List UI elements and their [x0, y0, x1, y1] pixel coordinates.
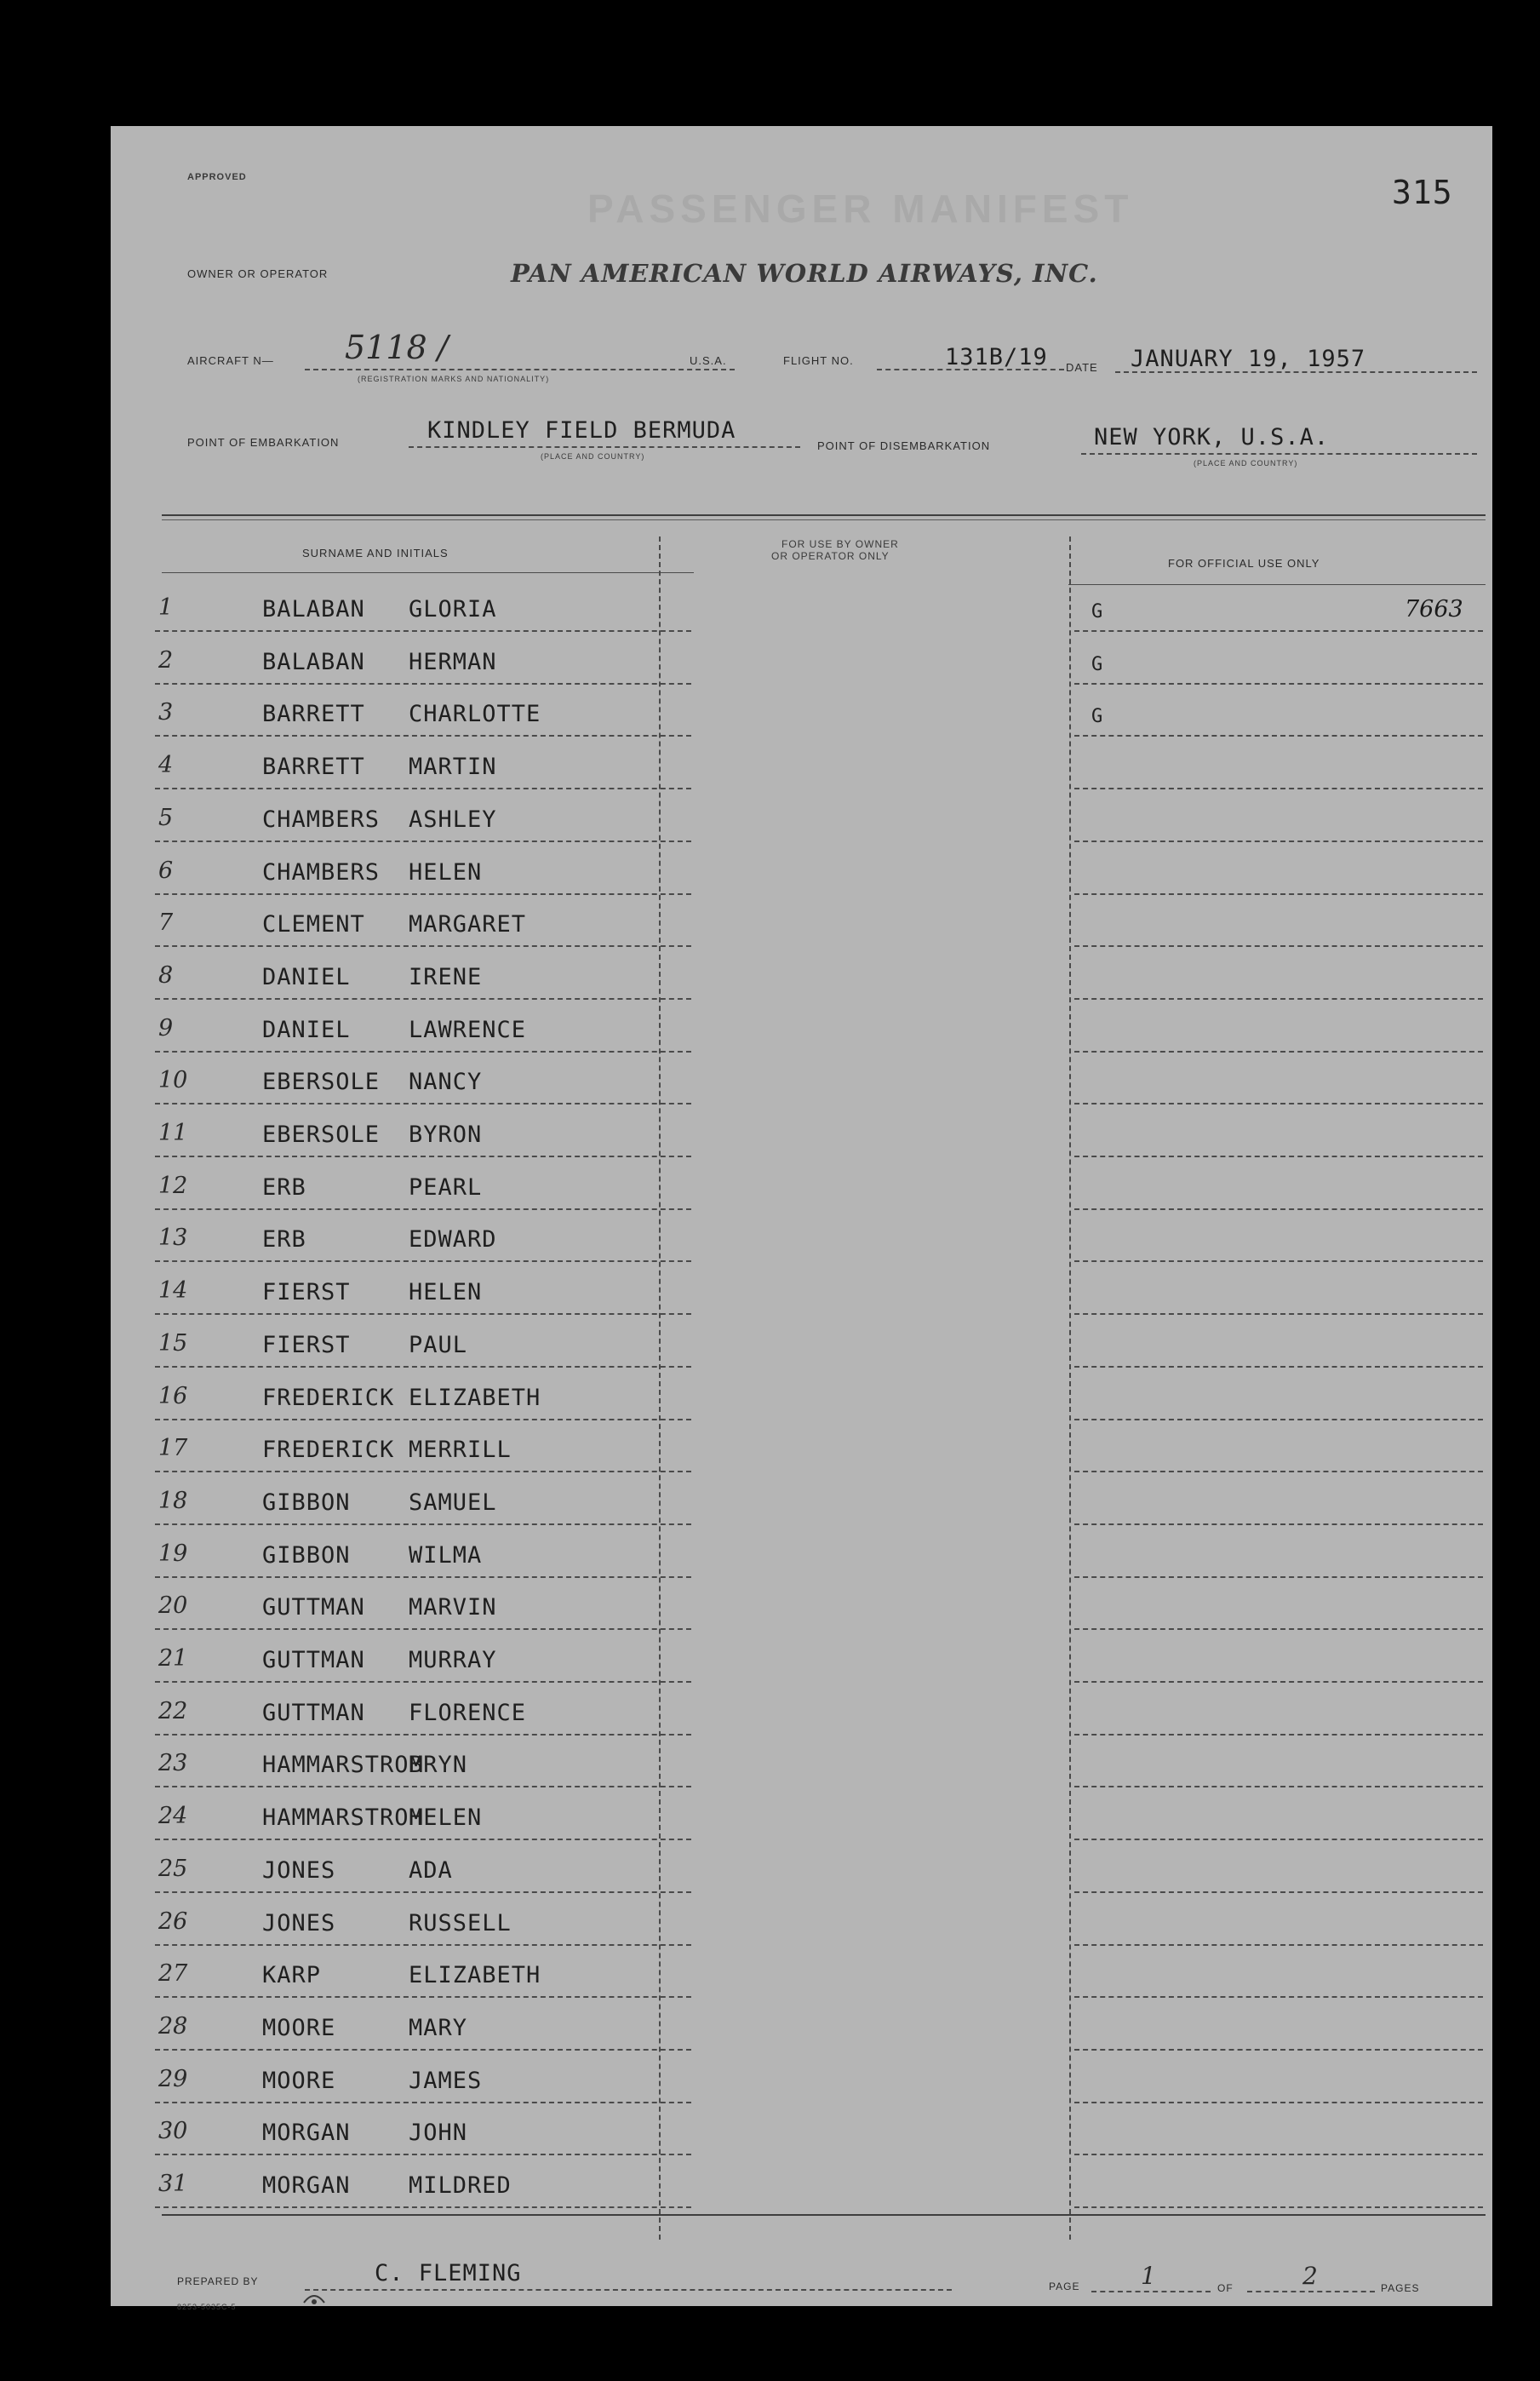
- passenger-given-name: GLORIA: [409, 596, 497, 623]
- table-row: [111, 2059, 1492, 2112]
- table-row: [111, 1428, 1492, 1481]
- table-row: [111, 2006, 1492, 2059]
- form-title: PASSENGER MANIFEST: [587, 186, 1134, 231]
- disembark-label: POINT OF DISEMBARKATION: [817, 439, 991, 452]
- table-bottom-rule: [162, 2214, 1486, 2216]
- passenger-surname: JONES: [262, 1909, 336, 1936]
- table-row: [111, 1376, 1492, 1429]
- row-name-underline: [155, 1734, 691, 1736]
- table-row: [111, 1954, 1492, 2006]
- row-number: 24: [158, 1803, 188, 1830]
- passenger-given-name: HELEN: [409, 858, 483, 886]
- row-number: 18: [158, 1487, 188, 1514]
- pages-label: PAGES: [1381, 2282, 1420, 2294]
- passenger-given-name: MARTIN: [409, 754, 497, 781]
- passenger-given-name: MARGARET: [409, 911, 527, 938]
- row-number: 28: [158, 2012, 188, 2040]
- owner-label: OWNER OR OPERATOR: [187, 267, 329, 280]
- row-official-underline: [1074, 1051, 1483, 1053]
- row-name-underline: [155, 683, 691, 685]
- table-row: [111, 955, 1492, 1008]
- row-official-underline: [1074, 1996, 1483, 1998]
- row-number: 22: [158, 1697, 188, 1724]
- embark-value: KINDLEY FIELD BERMUDA: [427, 417, 736, 444]
- passenger-surname: ERB: [262, 1173, 306, 1201]
- passenger-surname: EBERSOLE: [262, 1122, 381, 1148]
- passenger-given-name: PEARL: [409, 1173, 483, 1201]
- passenger-surname: HAMMARSTROM: [262, 1804, 424, 1832]
- table-row: [111, 1323, 1492, 1376]
- row-official-underline: [1074, 841, 1483, 842]
- column-header-official: FOR OFFICIAL USE ONLY: [1168, 557, 1320, 570]
- prepared-underline: [305, 2289, 952, 2291]
- row-number: 17: [158, 1435, 188, 1462]
- disembark-underline: [1081, 453, 1477, 455]
- row-number: 23: [158, 1750, 188, 1777]
- row-name-underline: [155, 1366, 691, 1368]
- row-official-underline: [1074, 1103, 1483, 1104]
- row-number: 1: [158, 594, 174, 621]
- column-header-owner-1: FOR USE BY OWNER: [781, 538, 899, 550]
- row-name-underline: [155, 1103, 691, 1104]
- row-number: 6: [158, 857, 174, 884]
- flight-value: 131B/19: [945, 344, 1048, 370]
- date-label: DATE: [1066, 361, 1098, 374]
- passenger-given-name: HERMAN: [409, 648, 497, 675]
- row-official-underline: [1074, 630, 1483, 632]
- passenger-given-name: SAMUEL: [409, 1489, 497, 1516]
- embark-label: POINT OF EMBARKATION: [187, 436, 340, 449]
- names-header-rule: [162, 572, 694, 573]
- row-number: 7: [158, 909, 174, 937]
- page-label: PAGE: [1049, 2281, 1080, 2292]
- passenger-given-name: MERRILL: [409, 1437, 512, 1464]
- table-row: [111, 1796, 1492, 1849]
- passenger-given-name: ELIZABETH: [409, 1384, 541, 1411]
- table-row: [111, 1902, 1492, 1954]
- table-row: [111, 1060, 1492, 1113]
- row-official-underline: [1074, 1944, 1483, 1946]
- owner-value: PAN AMERICAN WORLD AIRWAYS, INC.: [511, 259, 1098, 288]
- row-name-underline: [155, 1786, 691, 1787]
- row-name-underline: [155, 998, 691, 1000]
- passenger-surname: MORGAN: [262, 2120, 351, 2147]
- row-number: 2: [158, 646, 174, 674]
- passenger-surname: GUTTMAN: [262, 1647, 365, 1673]
- row-official-underline: [1074, 1681, 1483, 1683]
- passenger-given-name: BRYN: [409, 1752, 468, 1779]
- row-number: 30: [158, 2118, 188, 2145]
- passenger-surname: GUTTMAN: [262, 1699, 365, 1726]
- passenger-surname: JONES: [262, 1856, 336, 1884]
- passenger-given-name: EDWARD: [409, 1226, 497, 1254]
- row-name-underline: [155, 1260, 691, 1262]
- passenger-given-name: MARVIN: [409, 1594, 497, 1621]
- usa-label: U.S.A.: [690, 354, 727, 367]
- table-row: [111, 692, 1492, 745]
- passenger-given-name: ADA: [409, 1856, 453, 1884]
- row-number: 19: [158, 1540, 188, 1567]
- row-number: 21: [158, 1645, 188, 1672]
- row-number: 27: [158, 1960, 188, 1988]
- row-number: 20: [158, 1592, 188, 1620]
- prepared-value: C. FLEMING: [375, 2260, 522, 2286]
- passenger-surname: ERB: [262, 1226, 306, 1254]
- manifest-sheet: [111, 126, 1492, 2311]
- passenger-surname: MOORE: [262, 2014, 336, 2041]
- of-label: OF: [1217, 2282, 1234, 2294]
- table-row: [111, 588, 1492, 640]
- approval-stamp: APPROVED: [187, 172, 247, 182]
- table-row: [111, 1743, 1492, 1796]
- row-official-underline: [1074, 2049, 1483, 2051]
- passenger-surname: FIERST: [262, 1279, 351, 1306]
- row-number: 4: [158, 752, 174, 779]
- passenger-given-name: WILMA: [409, 1541, 483, 1569]
- passenger-given-name: LAWRENCE: [409, 1016, 527, 1043]
- prepared-label: PREPARED BY: [177, 2275, 259, 2287]
- row-official-underline: [1074, 2206, 1483, 2208]
- passenger-given-name: BYRON: [409, 1122, 483, 1148]
- row-number: 11: [158, 1120, 188, 1146]
- form-code: 8253-5035C-5: [177, 2303, 237, 2311]
- flight-label: FLIGHT NO.: [783, 354, 854, 367]
- passenger-surname: HAMMARSTROM: [262, 1752, 424, 1779]
- passenger-surname: FREDERICK: [262, 1437, 395, 1464]
- passenger-given-name: IRENE: [409, 963, 483, 990]
- row-name-underline: [155, 630, 691, 632]
- passenger-surname: CLEMENT: [262, 911, 365, 938]
- page-underline: [1091, 2291, 1211, 2292]
- disembark-note: (PLACE AND COUNTRY): [1194, 459, 1298, 468]
- row-number: 15: [158, 1329, 188, 1357]
- passenger-surname: GUTTMAN: [262, 1594, 365, 1621]
- table-row: [111, 745, 1492, 798]
- pages-value: 2: [1302, 2262, 1318, 2290]
- passenger-surname: BALABAN: [262, 596, 365, 623]
- row-official-underline: [1074, 1471, 1483, 1472]
- passenger-surname: DANIEL: [262, 1016, 351, 1043]
- row-official-underline: [1074, 1366, 1483, 1368]
- date-value: JANUARY 19, 1957: [1131, 346, 1366, 372]
- row-name-underline: [155, 2102, 691, 2103]
- official-code: G: [1091, 653, 1104, 675]
- row-number: 9: [158, 1014, 174, 1041]
- row-name-underline: [155, 1944, 691, 1946]
- row-official-underline: [1074, 1628, 1483, 1630]
- row-official-underline: [1074, 1260, 1483, 1262]
- embark-note: (PLACE AND COUNTRY): [541, 452, 645, 461]
- passenger-given-name: RUSSELL: [409, 1909, 512, 1936]
- row-official-underline: [1074, 1419, 1483, 1420]
- table-row: [111, 798, 1492, 851]
- table-row: [111, 1638, 1492, 1691]
- table-row: [111, 903, 1492, 955]
- row-name-underline: [155, 1523, 691, 1525]
- row-official-underline: [1074, 1208, 1483, 1210]
- row-name-underline: [155, 2206, 691, 2208]
- row-official-underline: [1074, 1734, 1483, 1736]
- row-official-underline: [1074, 1839, 1483, 1840]
- passenger-surname: BARRETT: [262, 701, 365, 728]
- row-name-underline: [155, 2154, 691, 2155]
- row-official-underline: [1074, 683, 1483, 685]
- passenger-given-name: MILDRED: [409, 2172, 512, 2199]
- table-row: [111, 1271, 1492, 1323]
- row-official-underline: [1074, 1523, 1483, 1525]
- row-official-underline: [1074, 1576, 1483, 1578]
- row-number: 10: [158, 1067, 188, 1094]
- passenger-surname: CHAMBERS: [262, 806, 381, 833]
- table-top-rule: [162, 514, 1486, 516]
- pages-underline: [1247, 2291, 1375, 2292]
- page-stamp-number: 315: [1392, 174, 1453, 211]
- passenger-surname: MOORE: [262, 2067, 336, 2094]
- passenger-surname: CHAMBERS: [262, 858, 381, 886]
- row-number: 5: [158, 804, 174, 831]
- row-official-underline: [1074, 1313, 1483, 1315]
- date-underline: [1115, 371, 1477, 373]
- embark-underline: [409, 446, 800, 448]
- row-number: 13: [158, 1225, 188, 1252]
- passenger-surname: BALABAN: [262, 648, 365, 675]
- row-name-underline: [155, 2049, 691, 2051]
- row-name-underline: [155, 1681, 691, 1683]
- row-official-underline: [1074, 1156, 1483, 1157]
- table-row: [111, 1691, 1492, 1744]
- row-name-underline: [155, 1891, 691, 1893]
- row-name-underline: [155, 1051, 691, 1053]
- passenger-given-name: HELEN: [409, 1279, 483, 1306]
- row-name-underline: [155, 1576, 691, 1578]
- row-official-underline: [1074, 998, 1483, 1000]
- official-code: G: [1091, 601, 1104, 623]
- passenger-given-name: FLORENCE: [409, 1699, 527, 1726]
- row-official-underline: [1074, 2102, 1483, 2103]
- registration-note: (REGISTRATION MARKS AND NATIONALITY): [358, 375, 550, 383]
- passenger-surname: DANIEL: [262, 963, 351, 990]
- disembark-value: NEW YORK, U.S.A.: [1094, 424, 1330, 450]
- row-name-underline: [155, 788, 691, 789]
- official-header-rule: [1068, 584, 1486, 585]
- official-reference: 7663: [1405, 596, 1463, 623]
- row-official-underline: [1074, 735, 1483, 737]
- passenger-given-name: PAUL: [409, 1331, 468, 1358]
- table-row: [111, 1008, 1492, 1061]
- passenger-surname: MORGAN: [262, 2172, 351, 2199]
- row-name-underline: [155, 841, 691, 842]
- aircraft-value: 5118 /: [345, 329, 449, 366]
- row-official-underline: [1074, 1786, 1483, 1787]
- passenger-surname: KARP: [262, 1962, 322, 1989]
- passenger-given-name: JAMES: [409, 2067, 483, 2094]
- row-name-underline: [155, 1419, 691, 1420]
- row-official-underline: [1074, 945, 1483, 947]
- column-header-owner-2: OR OPERATOR ONLY: [771, 550, 890, 562]
- aircraft-label: AIRCRAFT N—: [187, 354, 274, 367]
- row-name-underline: [155, 1208, 691, 1210]
- row-official-underline: [1074, 893, 1483, 895]
- passenger-given-name: MURRAY: [409, 1647, 497, 1673]
- row-name-underline: [155, 1628, 691, 1630]
- row-number: 3: [158, 699, 174, 726]
- page-value: 1: [1141, 2262, 1156, 2290]
- row-number: 31: [158, 2171, 188, 2197]
- row-number: 8: [158, 961, 174, 989]
- table-row: [111, 640, 1492, 693]
- row-name-underline: [155, 945, 691, 947]
- row-name-underline: [155, 1839, 691, 1840]
- official-code: G: [1091, 706, 1104, 728]
- table-row: [111, 1586, 1492, 1638]
- table-row: [111, 1113, 1492, 1166]
- passenger-given-name: CHARLOTTE: [409, 701, 541, 728]
- row-name-underline: [155, 893, 691, 895]
- printing-office-seal-icon: [302, 2287, 326, 2308]
- passenger-surname: EBERSOLE: [262, 1069, 381, 1096]
- table-top-rule-2: [162, 519, 1486, 520]
- row-number: 29: [158, 2065, 188, 2092]
- row-official-underline: [1074, 2154, 1483, 2155]
- passenger-surname: GIBBON: [262, 1541, 351, 1569]
- row-name-underline: [155, 735, 691, 737]
- table-row: [111, 2164, 1492, 2217]
- passenger-given-name: MARY: [409, 2014, 468, 2041]
- row-name-underline: [155, 1996, 691, 1998]
- row-name-underline: [155, 1471, 691, 1472]
- row-official-underline: [1074, 1891, 1483, 1893]
- row-number: 14: [158, 1277, 188, 1305]
- row-number: 16: [158, 1382, 188, 1409]
- passenger-given-name: ASHLEY: [409, 806, 497, 833]
- table-row: [111, 1849, 1492, 1902]
- passenger-surname: FIERST: [262, 1331, 351, 1358]
- table-row: [111, 1218, 1492, 1271]
- passenger-surname: FREDERICK: [262, 1384, 395, 1411]
- passenger-surname: BARRETT: [262, 754, 365, 781]
- passenger-surname: GIBBON: [262, 1489, 351, 1516]
- table-row: [111, 2111, 1492, 2164]
- table-row: [111, 1481, 1492, 1534]
- row-name-underline: [155, 1156, 691, 1157]
- passenger-given-name: ELIZABETH: [409, 1962, 541, 1989]
- row-number: 25: [158, 1855, 188, 1882]
- table-row: [111, 1534, 1492, 1586]
- row-name-underline: [155, 1313, 691, 1315]
- row-number: 26: [158, 1908, 188, 1935]
- column-header-names: SURNAME AND INITIALS: [302, 547, 449, 559]
- passenger-given-name: NANCY: [409, 1069, 483, 1096]
- passenger-given-name: HELEN: [409, 1804, 483, 1832]
- aircraft-underline: [305, 369, 735, 370]
- flight-underline: [877, 369, 1064, 370]
- passenger-given-name: JOHN: [409, 2120, 468, 2147]
- row-official-underline: [1074, 788, 1483, 789]
- table-row: [111, 851, 1492, 904]
- table-row: [111, 1166, 1492, 1219]
- row-number: 12: [158, 1172, 188, 1199]
